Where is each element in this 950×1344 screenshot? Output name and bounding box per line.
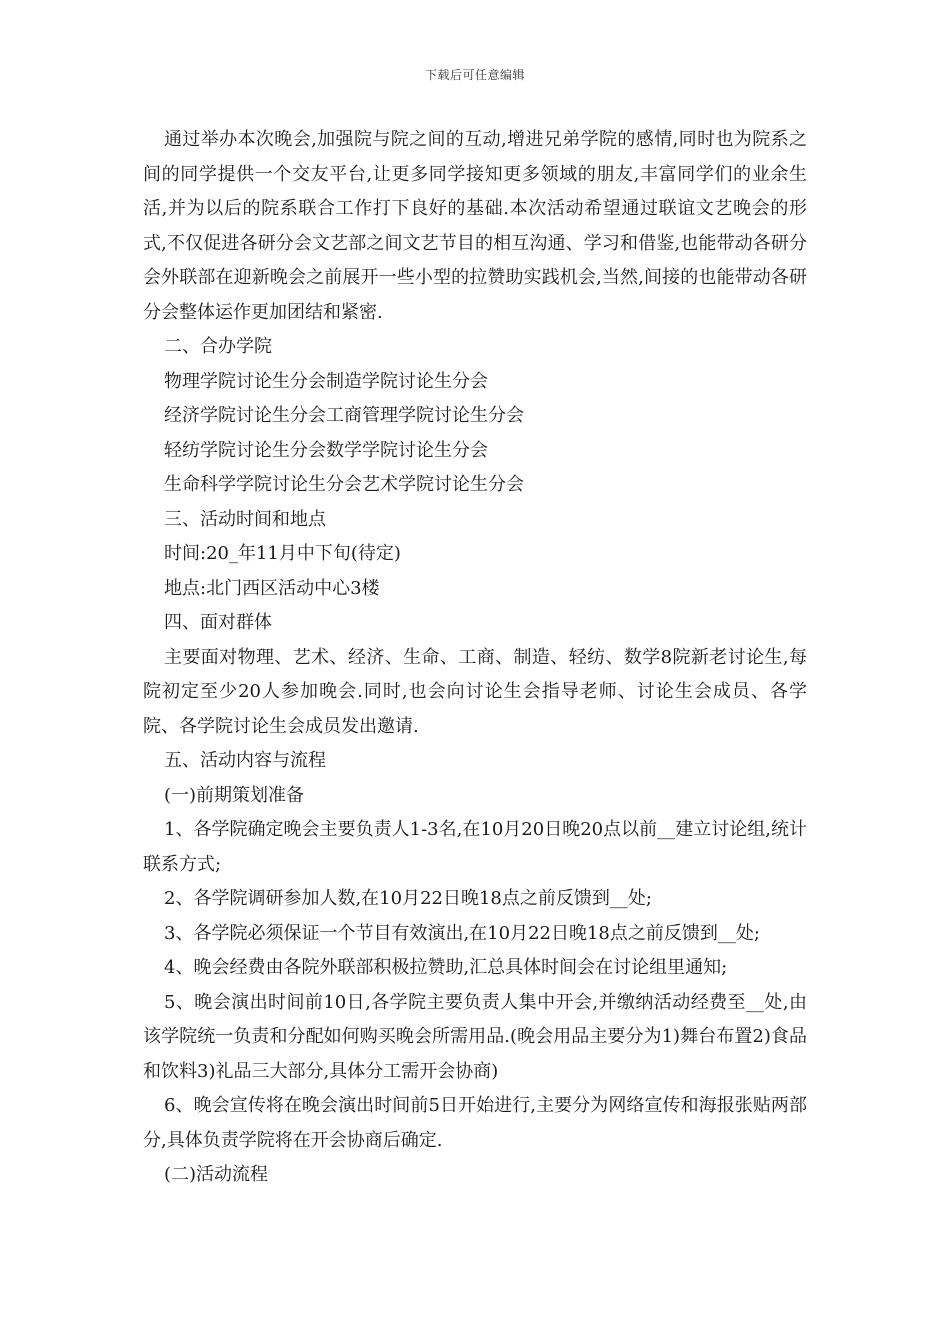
page-header: 下载后可任意编辑 — [424, 68, 525, 82]
list-item: 生命科学学院讨论生分会艺术学院讨论生分会 — [164, 474, 524, 495]
list-item: 1、各学院确定晚会主要负责人1-3名,在10月20日晚20点以前__建立讨论组,统计联系方式; — [143, 819, 807, 875]
section-heading-content-flow: 五、活动内容与流程 — [164, 750, 326, 771]
list-item: 轻纺学院讨论生分会数学学院讨论生分会 — [164, 439, 488, 461]
list-item: 5、晚会演出时间前10日,各学院主要负责人集中开会,并缴纳活动经费至__处,由该学院统一负责和分配如何购买晚会所需用品.(晚会用品主要分为1)舞台布置2)食品和饮料3)礼品三大部分,具体分工需开会协商) — [143, 991, 807, 1082]
subsection-heading-activity-flow: (二)活动流程 — [164, 1164, 269, 1185]
list-item: 2、各学院调研参加人数,在10月22日晚18点之前反馈到__处; — [164, 888, 652, 909]
section-heading-partner-colleges: 二、合办学院 — [164, 336, 272, 357]
list-item: 4、晚会经费由各院外联部积极拉赞助,汇总具体时间会在讨论组里通知; — [164, 957, 728, 978]
subsection-heading-preparation: (一)前期策划准备 — [164, 784, 305, 806]
list-item: 经济学院讨论生分会工商管理学院讨论生分会 — [164, 405, 524, 426]
list-item: 6、晚会宣传将在晚会演出时间前5日开始进行,主要分为网络宣传和海报张贴两部分,具体负责学院将在开会协商后确定. — [143, 1095, 807, 1151]
document-body — [143, 123, 807, 1193]
section-heading-time-place: 三、活动时间和地点 — [164, 508, 326, 530]
section-heading-audience: 四、面对群体 — [164, 612, 272, 633]
list-item: 物理学院讨论生分会制造学院讨论生分会 — [164, 370, 488, 392]
event-time: 时间:20_年11月中下旬(待定) — [164, 543, 401, 564]
list-item: 3、各学院必须保证一个节目有效演出,在10月22日晚18点之前反馈到__处; — [164, 922, 760, 944]
intro-paragraph: 通过举办本次晚会,加强院与院之间的互动,增进兄弟学院的感情,同时也为院系之间的同学提供一个交友平台,让更多同学接知更多领域的朋友,丰富同学们的业余生活,并为以后的院系联合工作打下良好的基础.本次活动希望通过联谊文艺晚会的形式,不仅促进各研分会文艺部之间文艺节目的相互沟通、学习和借鉴,也能带动各研分会外联部在迎新晚会之前展开一些小型的拉赞助实践机会,当然,间接的也能带动各研分会整体运作更加团结和紧密. — [143, 129, 807, 323]
event-location: 地点:北门西区活动中心3楼 — [164, 577, 380, 599]
audience-paragraph: 主要面对物理、艺术、经济、生命、工商、制造、轻纺、数学8院新老讨论生,每院初定至少20人参加晚会.同时,也会向讨论生会指导老师、讨论生会成员、各学院、各学院讨论生会成员发出邀请. — [143, 646, 807, 737]
